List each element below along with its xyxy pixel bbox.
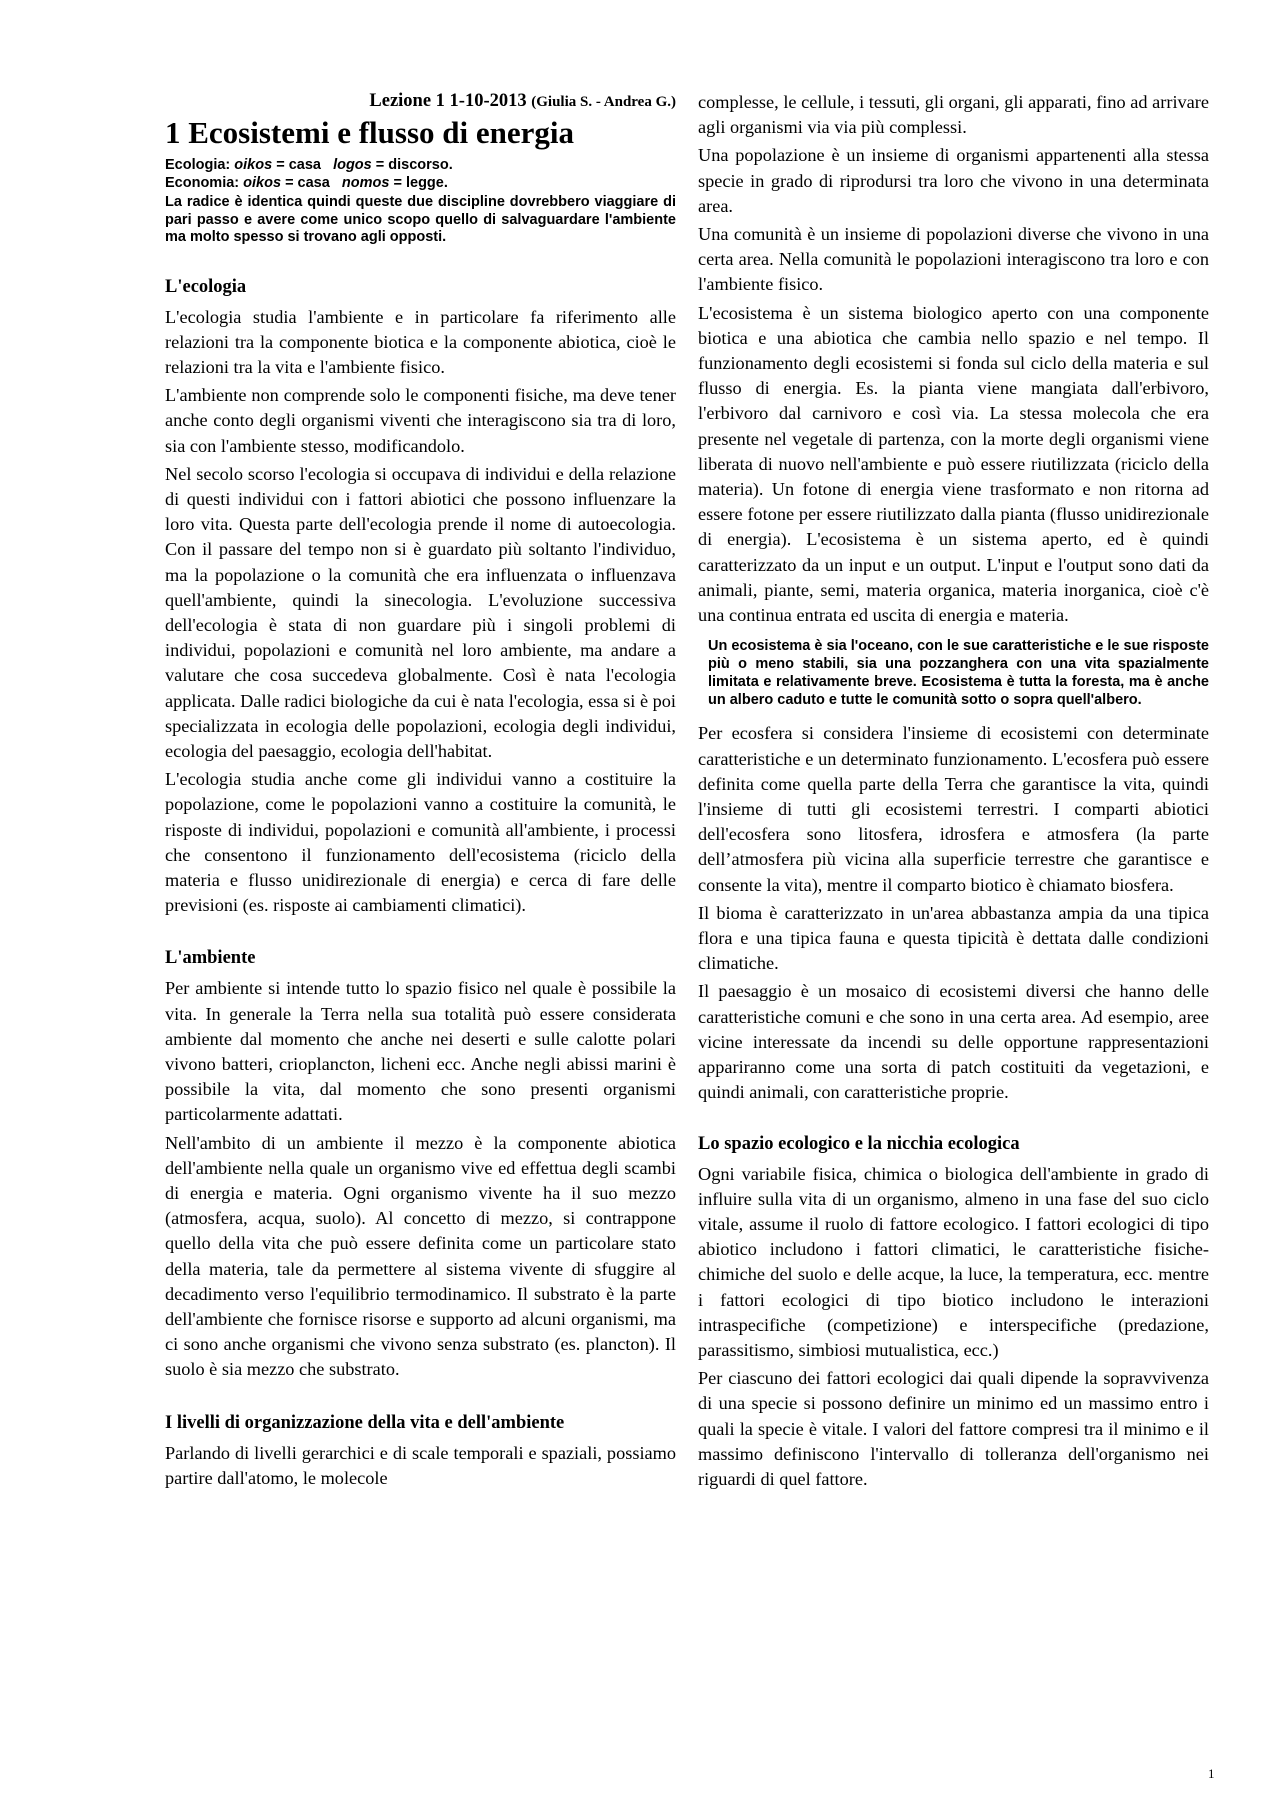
callout-ecosistema: Un ecosistema è sia l'oceano, con le sue caratteristiche e le sue risposte più o meno stabili, sia una pozzanghera con una vita spazialmente limitata e relativamente breve. Ecosistema è tutta la foresta, ma è anche un albero caduto e tutte le comunità sotto o sopra quell'albero. <box>708 638 1209 708</box>
paragraph: Il paesaggio è un mosaico di ecosistemi diversi che hanno delle caratteristiche comuni e che sono in una certa area. Ad esempio, aree vicine interessate da incendi su delle opportune rappresentazioni appariranno come una sorta di patch costituiti da vegetazioni, e quindi animali, con caratteristiche proprie. <box>698 981 1209 1103</box>
definition-meaning: = casa <box>285 174 330 191</box>
definition-ecologia <box>165 157 676 175</box>
lesson-date: Lezione 1 1-10-2013 <box>369 91 527 111</box>
section-heading-ambiente: L'ambiente <box>165 948 256 969</box>
page-number: 1 <box>1208 1766 1215 1781</box>
definition-meaning: = casa <box>276 157 321 173</box>
definition-economia <box>165 175 676 193</box>
section-heading-livelli: I livelli di organizzazione della vita e dell'ambiente <box>165 1412 565 1433</box>
definition-meaning: = discorso. <box>375 157 453 173</box>
definition-label: Ecologia: <box>165 157 231 173</box>
lesson-authors: (Giulia S. - Andrea G.) <box>531 94 676 110</box>
definition-term: logos <box>333 157 372 173</box>
definition-label: Economia: <box>165 174 240 191</box>
paragraph: Nel secolo scorso l'ecologia si occupava di individui e della relazione di questi individui con i fattori abiotici che possono influenzare la loro vita. Questa parte dell'ecologia prende il nome di autoecologia. Con il passare del tempo non si è guardato più soltanto l'individuo, ma la popolazione o la comunità che era influenzata o influenzava quell'ambiente, quindi la sinecologia. L'evoluzione successiva dell'ecologia è stata di non guardare più i singoli problemi di individui, popolazioni e comunità nel loro ambiente, ma andare a valutare che cosa succedeva globalmente. Così è nata l'ecologia applicata. Dalle radici biologiche da cui è nata l'ecologia, essa si è poi specializzata in ecologia delle popolazioni, ecologia degli individui, ecologia del paesaggio, ecologia dell'habitat. <box>165 463 676 761</box>
paragraph: Una popolazione è un insieme di organismi appartenenti alla stessa specie in grado di riprodursi tra loro che vivono in una determinata area. <box>698 145 1209 216</box>
section-heading-ecologia: L'ecologia <box>165 276 247 297</box>
paragraph: L'ecologia studia anche come gli individui vanno a costituire la popolazione, come le popolazioni vanno a costituire la comunità, le risposte di individui, popolazioni e comunità all'ambiente, i processi che consentono il funzionamento dell'ecosistema (riciclo della materia e flusso unidirezionale di energia) e cerca di fare delle previsioni (es. risposte ai cambiamenti climatici). <box>165 769 676 916</box>
paragraph: L'ecologia studia l'ambiente e in particolare fa riferimento alle relazioni tra la componente biotica e la componente abiotica, cioè le relazioni tra la vita e l'ambiente fisico. <box>165 306 676 377</box>
paragraph: Una comunità è un insieme di popolazioni diverse che vivono in una certa area. Nella comunità le popolazioni interagiscono tra loro e con l'ambiente fisico. <box>698 224 1209 295</box>
right-column <box>698 90 1209 1495</box>
paragraph: Per ecosfera si considera l'insieme di ecosistemi con determinate caratteristiche e un determinato funzionamento. L'ecosfera può essere definita come quella parte della Terra che garantisce la vita, quindi l'insieme di tutti gli ecosistemi terrestri. I comparti abiotici dell'ecosfera sono litosfera, idrosfera e atmosfera (la parte dell’atmosfera più vicina alla superficie terrestre che garantisce e consente la vita), mentre il comparto biotico è chiamato biosfera. <box>698 723 1209 895</box>
paragraph: Parlando di livelli gerarchici e di scale temporali e spaziali, possiamo partire dall'atomo, le molecole <box>165 1442 676 1488</box>
definition-term: nomos <box>341 174 390 191</box>
paragraph: Il bioma è caratterizzato in un'area abbastanza ampia da una tipica flora e una tipica fauna e questa tipicità è dettata dalle condizioni climatiche. <box>698 902 1209 974</box>
intro-block <box>165 157 676 247</box>
lesson-header <box>165 90 676 113</box>
paragraph: L'ecosistema è un sistema biologico aperto con una componente biotica e una abiotica che cambia nello spazio e nel tempo. Il funzionamento degli ecosistemi si fonda sul ciclo della materia e sul flusso di energia. Es. la pianta viene mangiata dall'erbivoro, l'erbivoro dal carnivoro e così via. La stessa molecola che era presente nel vegetale di partenza, con la morte degli organismi viene liberata di nuovo nell'ambiente e può essere riutilizzata (riciclo della materia). Un fotone di energia viene trasformato e non ritorna ad essere fotone per essere riutilizzato dalla pianta (flusso unidirezionale di energia). L'ecosistema è un sistema aperto, ed è quindi caratterizzato da un input e un output. L'input e l'output sono dati da animali, piante, semi, materia organica, materia inorganica, cioè c'è una continua entrata ed uscita di energia e materia. <box>698 302 1209 626</box>
definition-term: oikos <box>243 174 282 191</box>
paragraph: Nell'ambito di un ambiente il mezzo è la componente abiotica dell'ambiente nella quale un organismo vive ed effettua degli scambi di energia e materia. Ogni organismo vivente ha il suo mezzo (atmosfera, acqua, suolo). Al concetto di mezzo, si contrappone quello della vita che può essere definita come un particolare stato della materia, tale da permettere al sistema vivente di sfuggire al decadimento verso l'equilibrio termodinamico. Il substrato è la parte dell'ambiente che fornisce risorse e supporto ad alcuni organismi, ma ci sono anche organismi che vivono senza substrato (es. plancton). Il suolo è sia mezzo che substrato. <box>165 1132 676 1380</box>
paragraph: Ogni variabile fisica, chimica o biologica dell'ambiente in grado di influire sulla vita di un organismo, almeno in una fase del suo ciclo vitale, assume il ruolo di fattore ecologico. I fattori ecologici di tipo abiotico includono i fattori climatici, le caratteristiche fisiche-chimiche del suolo e delle acque, la luce, la temperatura, ecc. mentre i fattori ecologici di tipo biotico includono le interazioni intraspecifiche (competizione) e interspecifiche (predazione, parassitismo, simbiosi mutualistica, ecc.) <box>698 1163 1209 1360</box>
left-column <box>165 90 676 1494</box>
paragraph: Per ambiente si intende tutto lo spazio fisico nel quale è possibile la vita. In generale la Terra nella sua totalità può essere considerata ambiente dal momento che anche nei deserti e sulle calotte polari vivono batteri, crioplancton, licheni ecc. Anche negli abissi marini è possibile la vita, dal momento che sono presenti organismi particolarmente adattati. <box>165 978 676 1125</box>
page-title: 1 Ecosistemi e flusso di energia <box>165 115 574 150</box>
definition-term: oikos <box>234 157 273 173</box>
paragraph: L'ambiente non comprende solo le componenti fisiche, ma deve tener anche conto degli organismi viventi che interagiscono sia tra di loro, sia con l'ambiente stesso, modificandolo. <box>165 385 676 456</box>
intro-note: La radice è identica quindi queste due discipline dovrebbero viaggiare di pari passo e avere come unico scopo quello di salvaguardare l'ambiente ma molto spesso si trovano agli opposti. <box>165 194 676 245</box>
definition-meaning: = legge. <box>393 174 448 191</box>
paragraph: Per ciascuno dei fattori ecologici dai quali dipende la sopravvivenza di una specie si possono definire un minimo ed un massimo entro i quali la specie è vitale. I valori del fattore compresi tra il minimo e il massimo definiscono l'intervallo di tolleranza dell'organismo nei riguardi di quel fattore. <box>698 1368 1209 1489</box>
section-heading-nicchia: Lo spazio ecologico e la nicchia ecologica <box>698 1133 1020 1154</box>
paragraph-continued: complesse, le cellule, i tessuti, gli organi, gli apparati, fino ad arrivare agli organismi via via più complessi. <box>698 92 1209 138</box>
